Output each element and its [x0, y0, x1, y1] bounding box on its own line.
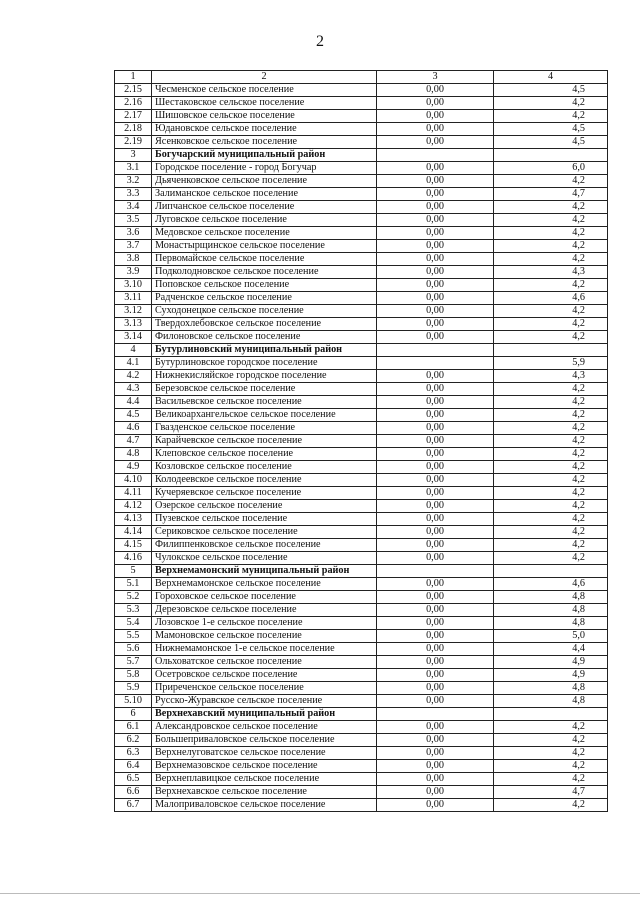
row-number-cell: 4.5: [115, 409, 152, 422]
row-number-cell: 5: [115, 565, 152, 578]
row-name-cell: Первомайское сельское поселение: [152, 253, 377, 266]
row-col4-cell: 4,6: [494, 578, 608, 591]
row-number-cell: 4.11: [115, 487, 152, 500]
row-col4-cell: 4,8: [494, 617, 608, 630]
table-row: [115, 578, 608, 591]
row-col3-cell: [377, 344, 494, 357]
row-col4-cell: 4,2: [494, 487, 608, 500]
row-name-cell: Поповское сельское поселение: [152, 279, 377, 292]
table-row: [115, 409, 608, 422]
row-number-cell: 5.5: [115, 630, 152, 643]
page-number: 2: [316, 33, 324, 50]
table-row: [115, 747, 608, 760]
row-col3-cell: 0,00: [377, 435, 494, 448]
row-name-cell: Подколодновское сельское поселение: [152, 266, 377, 279]
row-col3-cell: [377, 149, 494, 162]
row-number-cell: 5.4: [115, 617, 152, 630]
row-col4-cell: 4,2: [494, 435, 608, 448]
table-row: [115, 422, 608, 435]
row-number-cell: 6.1: [115, 721, 152, 734]
table-row: [115, 305, 608, 318]
row-col4-cell: 4,2: [494, 474, 608, 487]
row-number-cell: 3.8: [115, 253, 152, 266]
row-col4-cell: 4,3: [494, 370, 608, 383]
row-col4-cell: 4,5: [494, 136, 608, 149]
row-name-cell: Малоприваловское сельское поселение: [152, 799, 377, 812]
row-col3-cell: 0,00: [377, 422, 494, 435]
row-number-cell: 3.5: [115, 214, 152, 227]
row-col4-cell: 4,8: [494, 604, 608, 617]
row-col4-cell: 4,2: [494, 305, 608, 318]
table-row: [115, 175, 608, 188]
row-number-cell: 5.3: [115, 604, 152, 617]
row-col4-cell: 4,2: [494, 539, 608, 552]
table-row: [115, 240, 608, 253]
table-row: [115, 266, 608, 279]
row-name-cell: Березовское сельское поселение: [152, 383, 377, 396]
table-row: [115, 97, 608, 110]
row-col4-cell: 4,2: [494, 721, 608, 734]
row-number-cell: 4.4: [115, 396, 152, 409]
row-name-cell: Радченское сельское поселение: [152, 292, 377, 305]
row-number-cell: 6.4: [115, 760, 152, 773]
table-row: [115, 721, 608, 734]
table-row: [115, 84, 608, 97]
row-col4-cell: 4,2: [494, 552, 608, 565]
row-col4-cell: 5,0: [494, 630, 608, 643]
section-row: [115, 708, 608, 721]
row-name-cell: Дерезовское сельское поселение: [152, 604, 377, 617]
row-col4-cell: 4,2: [494, 331, 608, 344]
row-name-cell: Верхнеплавицкое сельское поселение: [152, 773, 377, 786]
row-col4-cell: 4,6: [494, 292, 608, 305]
row-number-cell: 4.9: [115, 461, 152, 474]
row-name-cell: Ясенковское сельское поселение: [152, 136, 377, 149]
table-row: [115, 487, 608, 500]
row-name-cell: Верхнемамонский муниципальный район: [152, 565, 377, 578]
row-col3-cell: 0,00: [377, 253, 494, 266]
row-number-cell: 2.17: [115, 110, 152, 123]
table-row: [115, 253, 608, 266]
row-col3-cell: 0,00: [377, 97, 494, 110]
row-number-cell: 2.19: [115, 136, 152, 149]
row-name-cell: Осетровское сельское поселение: [152, 669, 377, 682]
row-number-cell: 6: [115, 708, 152, 721]
table-row: [115, 643, 608, 656]
row-col3-cell: 0,00: [377, 630, 494, 643]
row-col4-cell: 4,9: [494, 656, 608, 669]
row-name-cell: Верхнемазовское сельское поселение: [152, 760, 377, 773]
row-number-cell: 3.11: [115, 292, 152, 305]
row-col3-cell: 0,00: [377, 682, 494, 695]
row-col4-cell: 4,2: [494, 773, 608, 786]
row-col3-cell: 0,00: [377, 786, 494, 799]
row-col3-cell: 0,00: [377, 175, 494, 188]
row-name-cell: Монастырщинское сельское поселение: [152, 240, 377, 253]
row-number-cell: 3.10: [115, 279, 152, 292]
row-col4-cell: 6,0: [494, 162, 608, 175]
row-number-cell: 4.2: [115, 370, 152, 383]
table-row: [115, 630, 608, 643]
row-col4-cell: 4,2: [494, 240, 608, 253]
row-col3-cell: 0,00: [377, 279, 494, 292]
row-name-cell: Богучарский муниципальный район: [152, 149, 377, 162]
row-number-cell: 6.5: [115, 773, 152, 786]
row-col3-cell: 0,00: [377, 487, 494, 500]
row-col4-cell: 4,5: [494, 123, 608, 136]
row-number-cell: 6.3: [115, 747, 152, 760]
row-col3-cell: 0,00: [377, 201, 494, 214]
table-row: [115, 760, 608, 773]
row-number-cell: 3.4: [115, 201, 152, 214]
table-row: [115, 591, 608, 604]
table-row: [115, 461, 608, 474]
row-number-cell: 4.8: [115, 448, 152, 461]
section-row: [115, 149, 608, 162]
row-col3-cell: 0,00: [377, 110, 494, 123]
row-col4-cell: 4,9: [494, 669, 608, 682]
row-col3-cell: 0,00: [377, 227, 494, 240]
row-col4-cell: 4,4: [494, 643, 608, 656]
row-col3-cell: 0,00: [377, 513, 494, 526]
row-name-cell: Ольховатское сельское поселение: [152, 656, 377, 669]
row-number-cell: 2.18: [115, 123, 152, 136]
table-row: [115, 656, 608, 669]
row-col4-cell: 4,8: [494, 682, 608, 695]
row-col4-cell: [494, 708, 608, 721]
row-name-cell: Колодеевское сельское поселение: [152, 474, 377, 487]
table-row: [115, 513, 608, 526]
table-row: [115, 786, 608, 799]
table-header-row: [115, 71, 608, 84]
row-col4-cell: 4,2: [494, 318, 608, 331]
data-table: [114, 70, 608, 812]
row-col3-cell: 0,00: [377, 604, 494, 617]
header-col-1: 1: [115, 71, 152, 84]
row-number-cell: 3.2: [115, 175, 152, 188]
row-col4-cell: 4,2: [494, 526, 608, 539]
row-col4-cell: 4,2: [494, 97, 608, 110]
row-col4-cell: 4,8: [494, 695, 608, 708]
row-number-cell: 4.13: [115, 513, 152, 526]
row-col3-cell: 0,00: [377, 396, 494, 409]
row-col3-cell: 0,00: [377, 526, 494, 539]
row-col3-cell: 0,00: [377, 136, 494, 149]
table-row: [115, 669, 608, 682]
row-name-cell: Шишовское сельское поселение: [152, 110, 377, 123]
row-col3-cell: 0,00: [377, 578, 494, 591]
row-name-cell: Филоновское сельское поселение: [152, 331, 377, 344]
row-col4-cell: [494, 344, 608, 357]
table-row: [115, 734, 608, 747]
row-number-cell: 5.8: [115, 669, 152, 682]
row-name-cell: Залиманское сельское поселение: [152, 188, 377, 201]
table-row: [115, 799, 608, 812]
row-col4-cell: 4,2: [494, 175, 608, 188]
row-col3-cell: 0,00: [377, 591, 494, 604]
row-col3-cell: 0,00: [377, 539, 494, 552]
row-number-cell: 4.7: [115, 435, 152, 448]
row-col3-cell: 0,00: [377, 370, 494, 383]
row-col4-cell: 4,2: [494, 799, 608, 812]
row-col4-cell: [494, 149, 608, 162]
row-col3-cell: 0,00: [377, 617, 494, 630]
row-col3-cell: 0,00: [377, 500, 494, 513]
row-name-cell: Липчанское сельское поселение: [152, 201, 377, 214]
row-col3-cell: 0,00: [377, 669, 494, 682]
row-name-cell: Медовское сельское поселение: [152, 227, 377, 240]
row-number-cell: 5.9: [115, 682, 152, 695]
row-name-cell: Бутурлиновское городское поселение: [152, 357, 377, 370]
row-number-cell: 3.9: [115, 266, 152, 279]
table-row: [115, 227, 608, 240]
table-row: [115, 292, 608, 305]
row-name-cell: Городское поселение - город Богучар: [152, 162, 377, 175]
table-row: [115, 773, 608, 786]
row-name-cell: Дьяченковское сельское поселение: [152, 175, 377, 188]
row-col4-cell: 4,2: [494, 201, 608, 214]
table-row: [115, 214, 608, 227]
row-number-cell: 3.1: [115, 162, 152, 175]
row-col3-cell: 0,00: [377, 305, 494, 318]
table-row: [115, 318, 608, 331]
table-row: [115, 435, 608, 448]
row-col3-cell: 0,00: [377, 721, 494, 734]
row-col4-cell: 4,2: [494, 253, 608, 266]
row-number-cell: 4.14: [115, 526, 152, 539]
table-row: [115, 357, 608, 370]
row-name-cell: Русско-Журавское сельское поселение: [152, 695, 377, 708]
row-col4-cell: 4,3: [494, 266, 608, 279]
row-col4-cell: 4,2: [494, 422, 608, 435]
row-col3-cell: 0,00: [377, 461, 494, 474]
row-col3-cell: 0,00: [377, 773, 494, 786]
row-col4-cell: [494, 565, 608, 578]
table-row: [115, 396, 608, 409]
header-col-3: 3: [377, 71, 494, 84]
row-name-cell: Гороховское сельское поселение: [152, 591, 377, 604]
row-col4-cell: 5,9: [494, 357, 608, 370]
row-name-cell: Верхнехавский муниципальный район: [152, 708, 377, 721]
row-col4-cell: 4,2: [494, 227, 608, 240]
row-name-cell: Юдановское сельское поселение: [152, 123, 377, 136]
row-col3-cell: [377, 565, 494, 578]
row-col3-cell: [377, 357, 494, 370]
row-name-cell: Нижнемамонское 1-е сельское поселение: [152, 643, 377, 656]
row-name-cell: Приреченское сельское поселение: [152, 682, 377, 695]
row-col3-cell: 0,00: [377, 331, 494, 344]
row-col3-cell: 0,00: [377, 747, 494, 760]
row-name-cell: Луговское сельское поселение: [152, 214, 377, 227]
row-name-cell: Лозовское 1-е сельское поселение: [152, 617, 377, 630]
row-name-cell: Пузевское сельское поселение: [152, 513, 377, 526]
row-number-cell: 2.15: [115, 84, 152, 97]
row-number-cell: 4.16: [115, 552, 152, 565]
table-row: [115, 539, 608, 552]
row-name-cell: Великоархангельское сельское поселение: [152, 409, 377, 422]
row-number-cell: 4.3: [115, 383, 152, 396]
row-col3-cell: 0,00: [377, 162, 494, 175]
row-col4-cell: 4,2: [494, 383, 608, 396]
row-name-cell: Васильевское сельское поселение: [152, 396, 377, 409]
row-col4-cell: 4,2: [494, 500, 608, 513]
row-name-cell: Кучеряевское сельское поселение: [152, 487, 377, 500]
section-row: [115, 344, 608, 357]
row-col3-cell: 0,00: [377, 318, 494, 331]
table-row: [115, 331, 608, 344]
row-name-cell: Гвазденское сельское поселение: [152, 422, 377, 435]
row-col4-cell: 4,2: [494, 747, 608, 760]
header-col-2: 2: [152, 71, 377, 84]
row-col4-cell: 4,8: [494, 591, 608, 604]
row-name-cell: Верхнехавское сельское поселение: [152, 786, 377, 799]
row-name-cell: Верхнелуговатское сельское поселение: [152, 747, 377, 760]
row-col4-cell: 4,2: [494, 448, 608, 461]
row-name-cell: Чулокское сельское поселение: [152, 552, 377, 565]
table-row: [115, 682, 608, 695]
row-name-cell: Козловское сельское поселение: [152, 461, 377, 474]
row-number-cell: 3: [115, 149, 152, 162]
table-row: [115, 552, 608, 565]
row-col3-cell: 0,00: [377, 383, 494, 396]
row-number-cell: 3.6: [115, 227, 152, 240]
table-row: [115, 201, 608, 214]
table-row: [115, 617, 608, 630]
row-name-cell: Мамоновское сельское поселение: [152, 630, 377, 643]
table-row: [115, 370, 608, 383]
row-name-cell: Чесменское сельское поселение: [152, 84, 377, 97]
row-col3-cell: 0,00: [377, 448, 494, 461]
table-row: [115, 500, 608, 513]
row-name-cell: Твердохлебовское сельское поселение: [152, 318, 377, 331]
section-row: [115, 565, 608, 578]
row-col4-cell: 4,5: [494, 84, 608, 97]
row-number-cell: 5.10: [115, 695, 152, 708]
row-name-cell: Филиппенковское сельское поселение: [152, 539, 377, 552]
table-row: [115, 162, 608, 175]
header-col-4: 4: [494, 71, 608, 84]
row-number-cell: 3.13: [115, 318, 152, 331]
row-col4-cell: 4,2: [494, 396, 608, 409]
row-col3-cell: 0,00: [377, 552, 494, 565]
table-row: [115, 383, 608, 396]
row-number-cell: 6.7: [115, 799, 152, 812]
row-col4-cell: 4,2: [494, 734, 608, 747]
row-name-cell: Нижнекисляйское городское поселение: [152, 370, 377, 383]
row-number-cell: 4.10: [115, 474, 152, 487]
table-row: [115, 448, 608, 461]
row-number-cell: 5.1: [115, 578, 152, 591]
row-number-cell: 5.7: [115, 656, 152, 669]
row-name-cell: Клеповское сельское поселение: [152, 448, 377, 461]
row-number-cell: 3.12: [115, 305, 152, 318]
table-row: [115, 474, 608, 487]
table-row: [115, 136, 608, 149]
row-number-cell: 4.1: [115, 357, 152, 370]
row-name-cell: Александровское сельское поселение: [152, 721, 377, 734]
row-name-cell: Верхнемамонское сельское поселение: [152, 578, 377, 591]
row-col3-cell: 0,00: [377, 266, 494, 279]
row-name-cell: Большеприваловское сельское поселение: [152, 734, 377, 747]
table-row: [115, 110, 608, 123]
row-col4-cell: 4,2: [494, 110, 608, 123]
row-col4-cell: 4,2: [494, 409, 608, 422]
row-col3-cell: 0,00: [377, 188, 494, 201]
row-number-cell: 3.7: [115, 240, 152, 253]
row-col3-cell: [377, 708, 494, 721]
row-name-cell: Бутурлиновский муниципальный район: [152, 344, 377, 357]
row-number-cell: 5.6: [115, 643, 152, 656]
row-col3-cell: 0,00: [377, 292, 494, 305]
table-row: [115, 279, 608, 292]
row-col3-cell: 0,00: [377, 734, 494, 747]
row-col4-cell: 4,7: [494, 188, 608, 201]
row-col3-cell: 0,00: [377, 409, 494, 422]
row-col3-cell: 0,00: [377, 240, 494, 253]
table-row: [115, 695, 608, 708]
row-name-cell: Озерское сельское поселение: [152, 500, 377, 513]
row-number-cell: 4.6: [115, 422, 152, 435]
row-col3-cell: 0,00: [377, 84, 494, 97]
row-name-cell: Суходонецкое сельское поселение: [152, 305, 377, 318]
row-number-cell: 4.12: [115, 500, 152, 513]
row-col3-cell: 0,00: [377, 643, 494, 656]
row-number-cell: 6.2: [115, 734, 152, 747]
page-bottom-rule: [0, 893, 640, 894]
row-number-cell: 4.15: [115, 539, 152, 552]
table-row: [115, 123, 608, 136]
row-col3-cell: 0,00: [377, 656, 494, 669]
table-row: [115, 526, 608, 539]
table-row: [115, 604, 608, 617]
row-name-cell: Шестаковское сельское поселение: [152, 97, 377, 110]
row-col4-cell: 4,2: [494, 279, 608, 292]
row-number-cell: 2.16: [115, 97, 152, 110]
row-number-cell: 4: [115, 344, 152, 357]
row-number-cell: 3.14: [115, 331, 152, 344]
table-row: [115, 188, 608, 201]
row-col3-cell: 0,00: [377, 799, 494, 812]
row-col3-cell: 0,00: [377, 760, 494, 773]
row-name-cell: Сериковское сельское поселение: [152, 526, 377, 539]
row-col4-cell: 4,7: [494, 786, 608, 799]
row-number-cell: 6.6: [115, 786, 152, 799]
row-col3-cell: 0,00: [377, 214, 494, 227]
row-number-cell: 3.3: [115, 188, 152, 201]
row-col3-cell: 0,00: [377, 123, 494, 136]
row-col4-cell: 4,2: [494, 513, 608, 526]
row-col4-cell: 4,2: [494, 760, 608, 773]
row-col4-cell: 4,2: [494, 461, 608, 474]
row-col3-cell: 0,00: [377, 474, 494, 487]
row-number-cell: 5.2: [115, 591, 152, 604]
table-body: [115, 71, 608, 812]
row-name-cell: Карайчевское сельское поселение: [152, 435, 377, 448]
row-col3-cell: 0,00: [377, 695, 494, 708]
row-col4-cell: 4,2: [494, 214, 608, 227]
